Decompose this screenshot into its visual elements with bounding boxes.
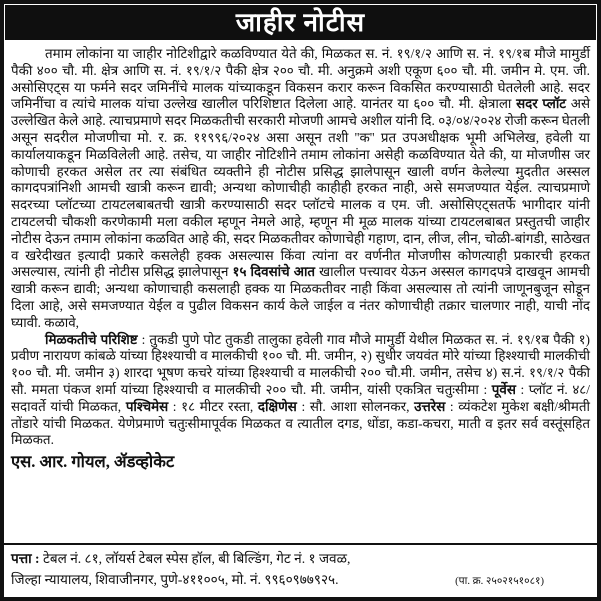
notice-body	[4, 40, 597, 472]
boundary-south-value: : सौ. आशा सोलनकर,	[296, 398, 415, 414]
boundary-east-label: पूर्वेस	[491, 381, 516, 397]
p1-text-1: तमाम लोकांना या जाहीर नोटिशीद्वारे कळविण्यात येते की, मिळकत स. नं. १९/१/२ आणि स. नं. १९/१ब मौजे मामुर्डी पैकी ४०० चौ. मी. क्षेत्र आणि स. नं. १९/१/२ पैकी क्षेत्र २०० चौ. मी. अनुक्रमे अशी एकूण ६०० चौ. मी. जमीन मे. एम. जी. असोसिएट्स या फर्मने सदर जमिनींचे मालक यांच्याकडून विकसन करार करून विकसित करण्यासाठी घेतलेली आहे. सदर जमिनींचा व त्यांचे मालक यांचा उल्लेख खालील परिशिष्टात दिलेला आहे. यानंतर या ६०० चौ. मी. क्षेत्राला	[11, 46, 590, 112]
notice-title-bar	[5, 5, 596, 40]
boundary-north-label: उत्तरेस	[414, 398, 446, 414]
boundary-west-label: पश्चिमेस	[125, 398, 169, 414]
p1-text-2: असे उल्लेखित केले आहे. त्याचप्रमाणे सदर मिळकतीची सरकारी मोजणी आमचे अशील यांनी दि. ०३/०४/२०२४ रोजी करून घेतली असून सदरील मोजणीचा मो. र. क्र. ११९९६/२०२४ असा असून तशी ''क'' प्रत उपअधीक्षक भूमी अभिलेख, हवेली या कार्यालयाकडून मिळविलेली आहे. तसेच, या जाहीर नोटिशीने तमाम लोकांना असेही कळविण्यात येते की, या मोजणीस जर कोणाची हरकत असेल तर त्या संबंधित व्यक्तीने ही नोटीस प्रसिद्ध झालेपासून खाली वर्णन केलेल्या मुदतीत अस्सल कागदपत्रांनिशी आमची खात्री करून द्यावी; अन्यथा कोणाचीही काहीही हरकत नाही, असे समजण्यात येईल. त्याचप्रमाणे सदरच्या प्लॉटच्या टायटलबाबतची खात्री करण्यासाठी सदर प्लॉटचे मालक व एम. जी. असोसिएट्सतर्फे भागीदार यांनी टायटलची चौकशी करणेकामी मला वकील म्हणून नेमले आहे, म्हणून मी मूळ मालक यांच्या टायटलबाबत प्रस्तुतची जाहीर नोटीस देऊन तमाम लोकांना कळवित आहे की, सदर मिळकतीवर कोणाचेही गहाण, दान, लीज, लीन, चोळी-बांगडी, साठेखत व खरेदीखत इत्यादी प्रकारे कसलेही हक्क असल्यास किंवा त्यांना वर वर्णनीत मोजणीस कोणत्याही प्रकारची हरकत असल्यास, त्यांनी ही नोटीस प्रसिद्ध झालेपासून	[11, 96, 591, 280]
p1-text-3: खालील पत्त्यावर येऊन अस्सल कागदपत्रे दाखवून आमची खात्री करून द्यावी; अन्यथा कोणाचाही कसलाही हक्क या मिळकतीवर नाही किंवा असल्यास तो त्यांनी जाणूनबुजून सोडून दिला आहे, असे समजण्यात येईल व पुढील विकसन कार्य केले जाईल व नंतर कोणाचीही तक्रार चालणार नाही, याची नोंद घ्यावी. कळावे,	[11, 264, 590, 330]
boundary-north-value: : व्यंकटेश मुकेश बक्षी/श्रीमती तोंडारे यांची मिळकत. येणेप्रमाणे चतुःसीमापूर्वक मिळकत व त्यातील दगड, धोंडा, कडा-कचरा, माती व इतर सर्व वस्तूंसहित मिळकत.	[11, 398, 590, 448]
boundary-south-label: दक्षिणेस	[257, 398, 297, 414]
boundary-east-value: : प्लॉट नं. ४८/सदावर्ते यांची मिळकत,	[11, 381, 590, 414]
p1-bold-sadar-plot: सदर प्लॉट	[516, 96, 567, 112]
reference-number: (पा. क्र. २५०२१५१०८१)	[455, 576, 544, 587]
property-schedule-paragraph	[11, 332, 590, 450]
address-label: पत्ता :	[11, 551, 40, 566]
notice-title: जाहीर नोटीस	[235, 8, 366, 37]
advocate-signature: एस. आर. गोयल, ॲडव्होकेट	[11, 452, 175, 472]
address-line-1	[11, 548, 590, 569]
address-line-1-text: टेबल नं. ८१, लॉयर्स टेबल स्पेस हॉल, बी बिल्डिंग, गेट नं. १ जवळ,	[42, 551, 351, 566]
notice-main-paragraph	[11, 46, 590, 332]
address-line-2-text: जिल्हा न्यायालय, शिवाजीनगर, पुणे-४११००५, मो. नं. ९९६०९७७९२५.	[11, 572, 339, 587]
address-line-2	[11, 569, 590, 592]
boundary-west-value: : १८ मीटर रस्ता,	[168, 398, 258, 414]
schedule-heading: मिळकतीचे परिशिष्ट	[45, 331, 138, 347]
address-block	[4, 543, 597, 597]
p1-bold-15-days: १५ दिवसांचे आत	[232, 264, 316, 280]
schedule-text-1: : तुकडी पुणे पोट तुकडी तालुका हवेली गाव मौजे मामुर्डी येथील मिळकत स. नं. १९/१ब पैकी १) प्रवीण नारायण कांबळे यांच्या हिश्श्याची व मालकीची १०० चौ. मी. जमीन, २) सुधीर जयवंत मोरे यांच्या हिश्श्याची मालकीची १०० चौ. मी. जमीन ३) शारदा भूषण कचरे यांच्या हिश्श्याची व मालकीची २०० चौ.मी. जमीन, तसेच ४) स.नं. १९/१/२ पैकी सौ. ममता पंकज शर्मा यांच्या हिश्श्याची व मालकीची २०० चौ. मी. जमीन, यांसी एकत्रित चतुःसीमा :	[11, 331, 590, 397]
